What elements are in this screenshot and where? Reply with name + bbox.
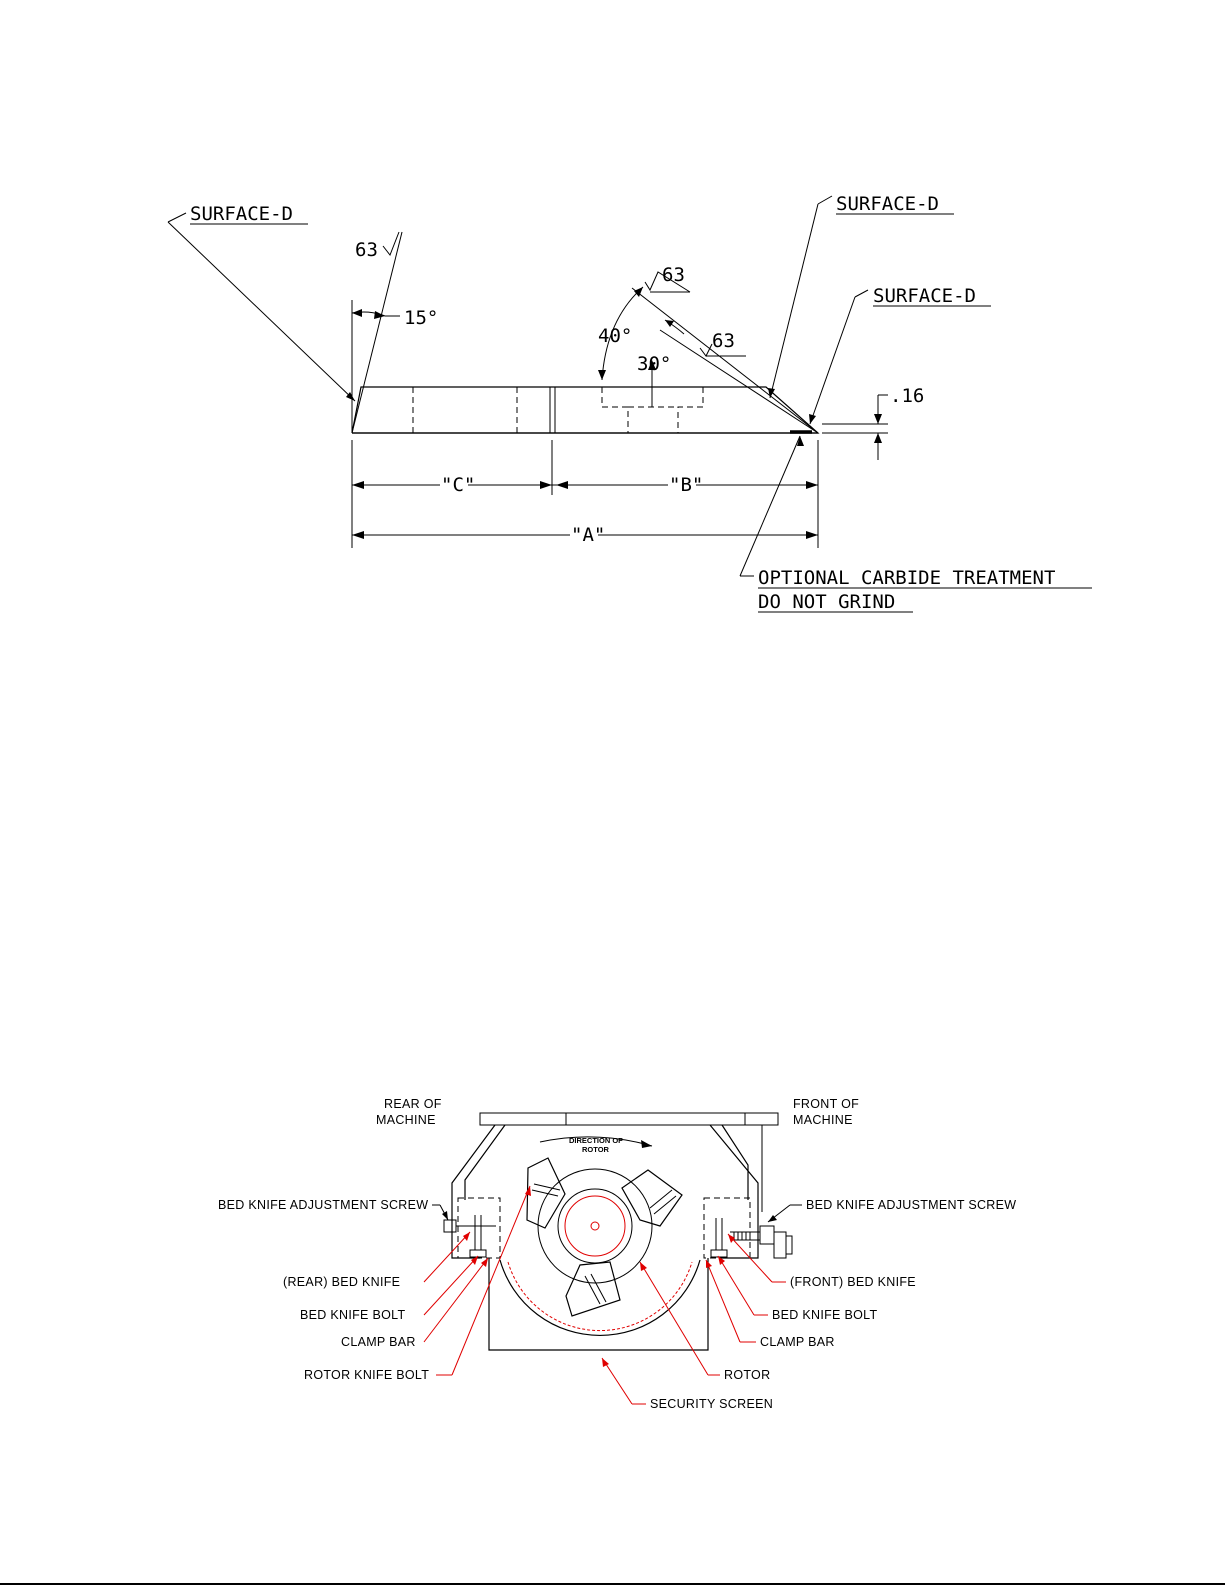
leader-line bbox=[424, 1232, 470, 1282]
rear-clamp-bar-label: CLAMP BAR bbox=[341, 1335, 416, 1349]
knife-bolt bbox=[591, 1274, 606, 1302]
knife-bolt bbox=[650, 1190, 672, 1208]
direction-label-line2: ROTOR bbox=[582, 1145, 609, 1154]
rotor bbox=[538, 1169, 652, 1283]
knife-body-outline bbox=[352, 387, 818, 433]
finish-mark-symbol bbox=[383, 232, 399, 255]
rotor-center bbox=[591, 1222, 599, 1230]
top-plate bbox=[480, 1113, 778, 1125]
leader-line bbox=[855, 290, 868, 297]
rear-bed-knife-label: (REAR) BED KNIFE bbox=[283, 1275, 401, 1289]
arrow-head bbox=[352, 309, 362, 317]
dim-c-label: "C" bbox=[441, 474, 476, 496]
front-wall-inner bbox=[722, 1125, 748, 1200]
leader-line bbox=[452, 1186, 530, 1375]
screw-head bbox=[760, 1226, 774, 1244]
front-adjustment-screw bbox=[730, 1226, 792, 1258]
rear-clamp-bar bbox=[470, 1250, 486, 1257]
knife-bolt bbox=[654, 1196, 676, 1214]
angle-40-label: 40° bbox=[598, 325, 633, 347]
leader-line bbox=[740, 436, 800, 576]
finish-mark-label: 63 bbox=[662, 264, 685, 286]
leader-line bbox=[718, 1256, 754, 1315]
rotor-shaft-ring bbox=[565, 1196, 625, 1256]
direction-arrow-head bbox=[641, 1140, 652, 1148]
arrow-head bbox=[806, 481, 818, 489]
rotor-hub bbox=[558, 1189, 632, 1263]
arrow-head bbox=[665, 320, 674, 327]
carbide-note-line1: OPTIONAL CARBIDE TREATMENT bbox=[758, 567, 1056, 589]
surface-d-label-right: SURFACE-D bbox=[873, 285, 976, 307]
arrow-head bbox=[598, 370, 606, 380]
arrow-head bbox=[874, 433, 882, 443]
rear-adjustment-screw-label: BED KNIFE ADJUSTMENT SCREW bbox=[218, 1198, 429, 1212]
leader-line bbox=[640, 1262, 708, 1375]
surface-d-label-top: SURFACE-D bbox=[836, 193, 939, 215]
leader-line bbox=[818, 196, 832, 204]
leader-line bbox=[424, 1258, 488, 1342]
leader-line bbox=[706, 1260, 740, 1342]
front-clamp-bar bbox=[711, 1250, 727, 1257]
surface-d-label-left: SURFACE-D bbox=[190, 203, 293, 225]
arrow-head bbox=[540, 481, 552, 489]
screw-bracket bbox=[774, 1232, 786, 1258]
screw-bracket bbox=[786, 1236, 792, 1254]
leader-line bbox=[770, 204, 818, 398]
rear-bed-knife-bolt-label: BED KNIFE BOLT bbox=[300, 1308, 406, 1322]
arrow-head bbox=[706, 1260, 712, 1268]
arrow-head bbox=[556, 481, 568, 489]
arrow-head bbox=[352, 481, 364, 489]
knife-bolt bbox=[585, 1276, 600, 1304]
rear-label-line1: REAR OF bbox=[384, 1097, 442, 1111]
leader-line bbox=[168, 213, 186, 222]
rear-wall-inner bbox=[465, 1125, 505, 1200]
screen-arc bbox=[500, 1260, 700, 1335]
hidden-slot bbox=[678, 387, 703, 433]
thickness-label: .16 bbox=[890, 385, 925, 407]
front-clamp-bar-label: CLAMP BAR bbox=[760, 1335, 835, 1349]
bevel-extension-30 bbox=[660, 330, 818, 433]
arrow-head bbox=[602, 1358, 609, 1367]
rotor-label: ROTOR bbox=[724, 1368, 771, 1382]
rotor-knife-bolt-label: ROTOR KNIFE BOLT bbox=[304, 1368, 430, 1382]
front-adjustment-screw-label: BED KNIFE ADJUSTMENT SCREW bbox=[806, 1198, 1017, 1212]
front-bed-knife-bolt-label: BED KNIFE BOLT bbox=[772, 1308, 878, 1322]
rear-label-line2: MACHINE bbox=[376, 1113, 436, 1127]
arrow-head bbox=[463, 1232, 470, 1241]
arrow-head bbox=[352, 531, 364, 539]
hidden-slot bbox=[602, 387, 628, 433]
arrow-head bbox=[874, 414, 882, 424]
finish-mark-label: 63 bbox=[355, 239, 378, 261]
knife-blade bbox=[566, 1262, 620, 1316]
security-screen bbox=[508, 1262, 692, 1331]
dim-a-label: "A" bbox=[571, 524, 606, 546]
leader-line bbox=[168, 222, 355, 401]
arrow-head bbox=[442, 1211, 448, 1220]
front-label-line2: MACHINE bbox=[793, 1113, 853, 1127]
front-bed-knife-label: (FRONT) BED KNIFE bbox=[790, 1275, 916, 1289]
front-bed-knife-housing bbox=[704, 1198, 750, 1258]
security-screen-label: SECURITY SCREEN bbox=[650, 1397, 774, 1411]
machine-section-drawing bbox=[218, 1097, 1016, 1411]
angle-30-label: 30° bbox=[637, 353, 672, 375]
arrow-head bbox=[806, 531, 818, 539]
knife-bolt bbox=[532, 1190, 558, 1196]
rotor-knife-bottom bbox=[566, 1262, 620, 1316]
bevel-extension bbox=[352, 232, 402, 433]
knife-profile-drawing bbox=[168, 193, 1092, 613]
finish-mark-label: 63 bbox=[712, 330, 735, 352]
carbide-note-line2: DO NOT GRIND bbox=[758, 591, 896, 613]
rear-adjustment-screw bbox=[444, 1220, 456, 1232]
direction-label-line1: DIRECTION OF bbox=[569, 1136, 623, 1145]
rear-bed-knife-housing bbox=[458, 1198, 500, 1258]
leader-line bbox=[810, 297, 855, 424]
arrow-head bbox=[809, 414, 816, 424]
front-label-line1: FRONT OF bbox=[793, 1097, 860, 1111]
arrow-head bbox=[640, 1262, 647, 1271]
dim-b-label: "B" bbox=[669, 474, 704, 496]
angle-15-label: 15° bbox=[404, 307, 439, 329]
